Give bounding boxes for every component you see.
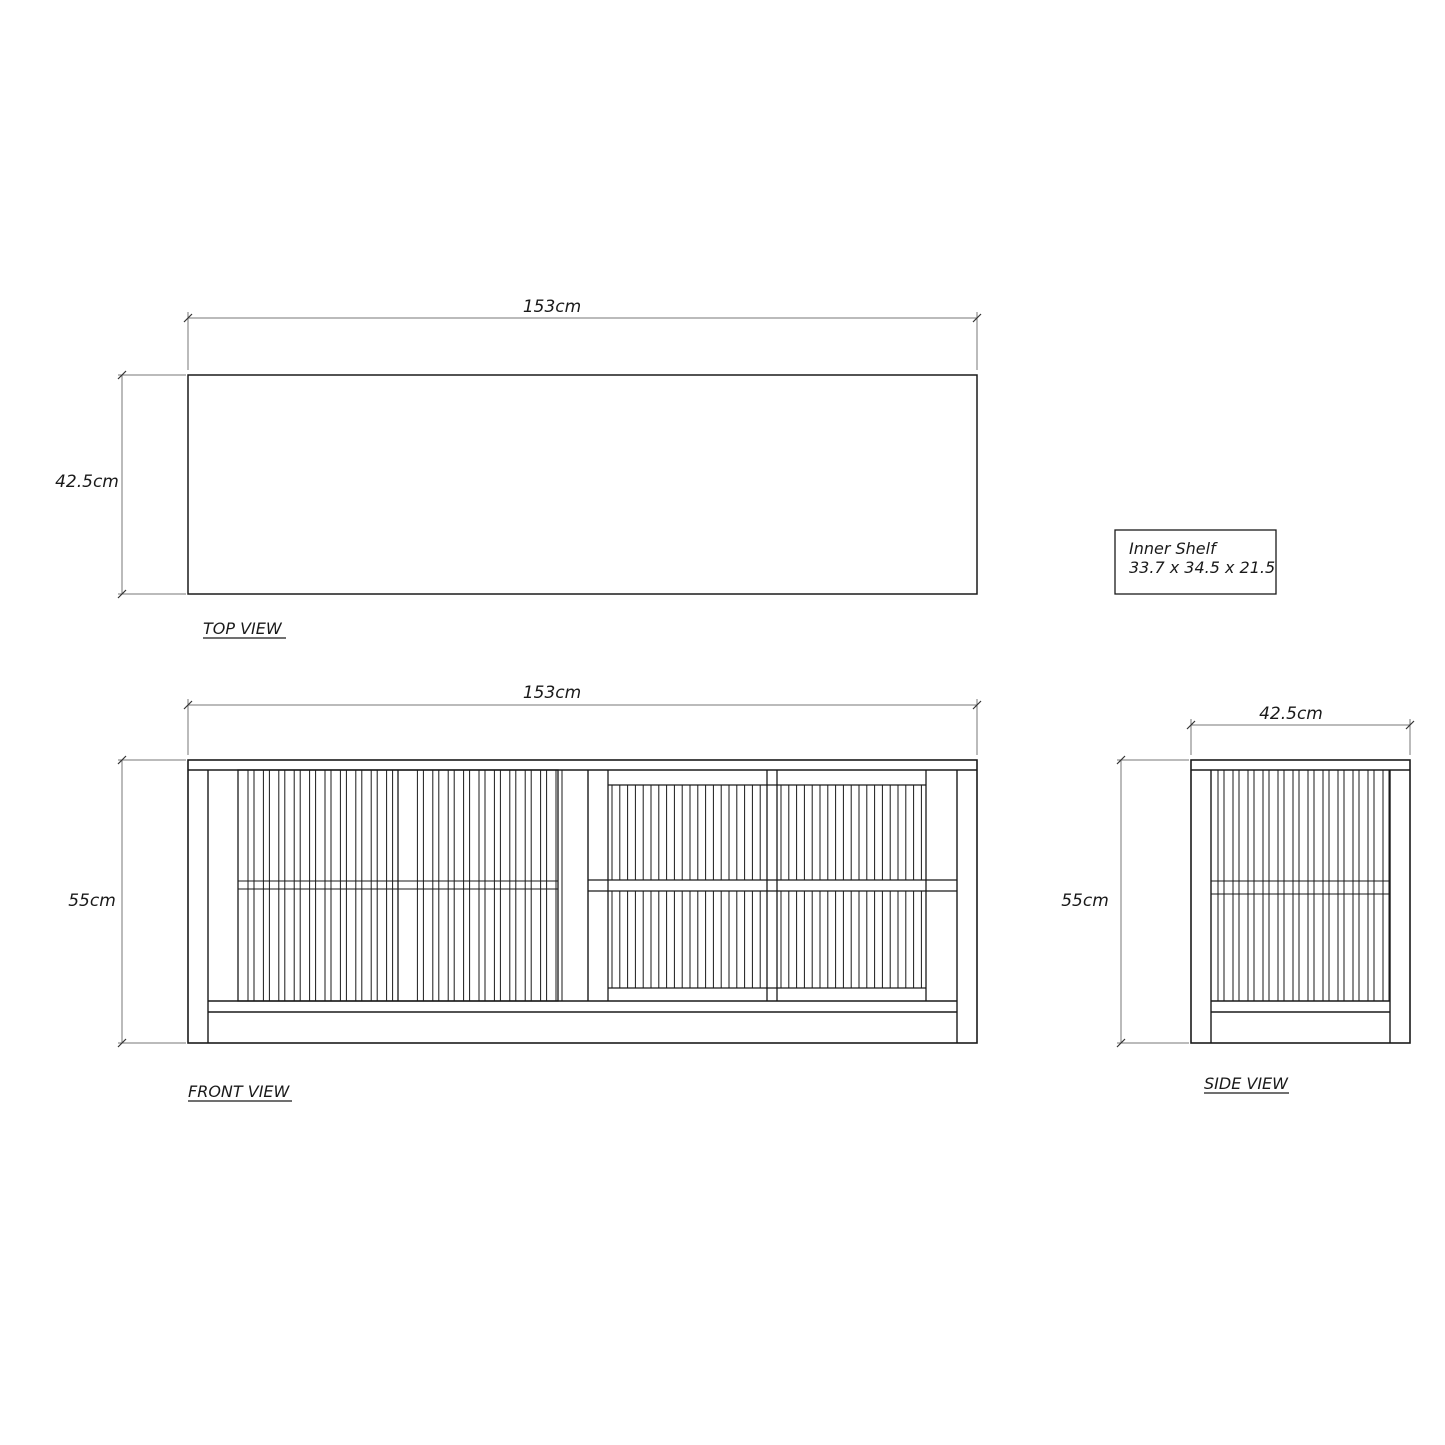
side-view [1061,704,1414,1093]
side-view-height-label: 55cm [1061,891,1109,911]
side-view-title: SIDE VIEW [1204,1074,1288,1093]
top-view-width-dimension [184,297,981,370]
front-view-width-label: 153cm [522,683,582,703]
front-view [68,683,981,1101]
front-view-height-label: 55cm [68,891,116,911]
front-view-width-dimension [184,683,981,755]
top-view-depth-dimension [55,371,186,598]
front-view-title: FRONT VIEW [188,1082,290,1101]
top-view [55,297,981,638]
side-slats [1218,770,1389,1001]
front-view-cabinet [188,760,977,1043]
inner-shelf-note [1115,530,1276,594]
top-view-width-label: 153cm [522,297,582,317]
front-left-doors [238,770,562,1001]
side-view-depth-label: 42.5cm [1259,704,1323,724]
inner-shelf-title: Inner Shelf [1129,539,1216,558]
side-view-cabinet [1191,760,1410,1043]
side-view-height-dimension [1061,756,1189,1047]
top-view-depth-label: 42.5cm [55,472,119,492]
front-right-shelves [588,770,957,1001]
front-view-height-dimension [68,756,186,1047]
front-left-door-slats [248,770,562,1001]
inner-shelf-dimensions: 33.7 x 34.5 x 21.5 [1129,558,1276,577]
top-view-title: TOP VIEW [203,619,282,638]
side-view-depth-dimension [1187,704,1414,755]
top-view-outline [188,375,977,594]
